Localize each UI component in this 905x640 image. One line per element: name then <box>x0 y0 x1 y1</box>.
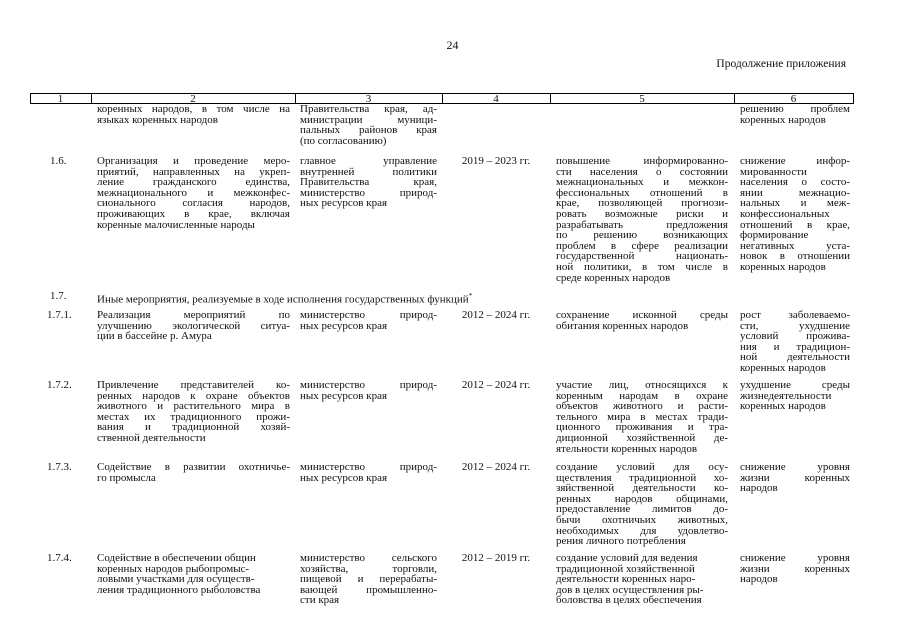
row-result: ухудшение среды жизнедеятельности коренных народов <box>740 379 850 413</box>
row-term: 2019 – 2023 гг. <box>461 155 531 167</box>
row-number: 1.7.2. <box>47 379 72 391</box>
row-result: снижение уровня жизни коренных народов <box>740 552 850 586</box>
page-number: 24 <box>446 38 459 52</box>
row-number: 1.7.4. <box>47 552 72 564</box>
row-result: снижение инфор- мированности населения о состо- янии межнацио- нальных и меж- конфессиональных отношений в крае, формирование негативных уста- новок в отношении коренных народов <box>740 155 850 273</box>
carry-row-result: решению проблем коренных народов <box>740 103 850 126</box>
row-executor: министерство сельского хозяйства, торговли, пищевой и перерабаты- вающей промышленно- сти края <box>300 552 437 607</box>
row-event: Содействие в развитии охотничье- го промысла <box>97 461 290 484</box>
header-col-1: 1 <box>57 93 64 105</box>
row-executor: главное управление внутренней политики Правительства края, министерство природ- ных ресурсов края <box>300 155 437 210</box>
row-result: снижение уровня жизни коренных народов <box>740 461 850 495</box>
section-number: 1.7. <box>50 290 67 302</box>
row-outcome: создание условий для ведения традиционной хозяйственной деятельности коренных наро- дов в целях осуществления ры- боловства в целях обеспечения <box>556 552 704 607</box>
header-col-2: 2 <box>190 93 196 105</box>
continuation-note: Продолжение приложения <box>716 58 846 70</box>
row-term: 2012 – 2024 гг. <box>461 379 531 391</box>
row-executor: министерство природ- ных ресурсов края <box>300 461 437 484</box>
row-number: 1.7.3. <box>47 461 72 473</box>
row-outcome: сохранение исконной среды обитания коренных народов <box>556 309 728 332</box>
row-executor: министерство природ- ных ресурсов края <box>300 309 437 332</box>
row-result: рост заболеваемо- сти, ухудшение условий прожива- ния и традицион- ной деятельности коренных народов <box>740 309 850 374</box>
row-outcome: повышение информированно- сти населения о состоянии межнациональных и межкон- фессиональных отношений в крае, позволяющей прогнози- ровать возможные риски и разрабатывать предложения по решению возникающих проблем в сфере реализации государственной национать- ной политики, в том числе в среде коренных народов <box>556 155 728 284</box>
header-col-4: 4 <box>493 93 499 105</box>
row-event: Привлечение представителей ко- ренных народов к охране объектов животного и растительного мира в местах их традиционного прожи- вания и традиционной хозяй- ственной деятельности <box>97 379 290 444</box>
header-col-3: 3 <box>365 93 372 105</box>
row-event: Содействие в обеспечении общин коренных народов рыбопромыс- ловыми участками для осуществ- ления традиционного рыболовства <box>97 552 261 596</box>
row-event: Организация и проведение меро- приятий, направленных на укреп- ление гражданского единства, межнационального и межконфес- сионального согласия народов, проживающих в крае, включая коренные малочисленные народы <box>97 155 290 231</box>
row-term: 2012 – 2024 гг. <box>461 461 531 473</box>
row-executor: министерство природ- ных ресурсов края <box>300 379 437 402</box>
row-outcome: участие лиц, относящихся к коренным народам в охране объектов животного и расти- тельного мира в местах тради- ционного проживания и тра- диционной хозяйственной де- ятельности коренных народов <box>556 379 728 455</box>
header-col-6: 6 <box>790 93 797 105</box>
row-number: 1.6. <box>50 155 67 167</box>
row-term: 2012 – 2019 гг. <box>461 552 531 564</box>
carry-row-executor: Правительства края, ад- министрации муници- пальных районов края (по согласованию) <box>300 103 437 147</box>
header-col-5: 5 <box>639 93 645 105</box>
row-event: Реализация мероприятий по улучшению экологической ситуа- ции в бассейне р. Амура <box>97 309 290 343</box>
footnote-mark: * <box>468 292 473 300</box>
section-title: Иные мероприятия, реализуемые в ходе исполнения государственных функций* <box>97 292 473 306</box>
row-outcome: создание условий для осу- ществления традиционной хо- зяйственной деятельности ко- ренных народов общинами, предоставление лимитов до- бычи охотничьих животных, необходимых для удовлетво- рения личного потребления <box>556 461 728 548</box>
row-number: 1.7.1. <box>47 309 72 321</box>
row-term: 2012 – 2024 гг. <box>461 309 531 321</box>
carry-row-event: коренных народов, в том числе на языках коренных народов <box>97 103 290 126</box>
column-divider <box>853 94 854 103</box>
